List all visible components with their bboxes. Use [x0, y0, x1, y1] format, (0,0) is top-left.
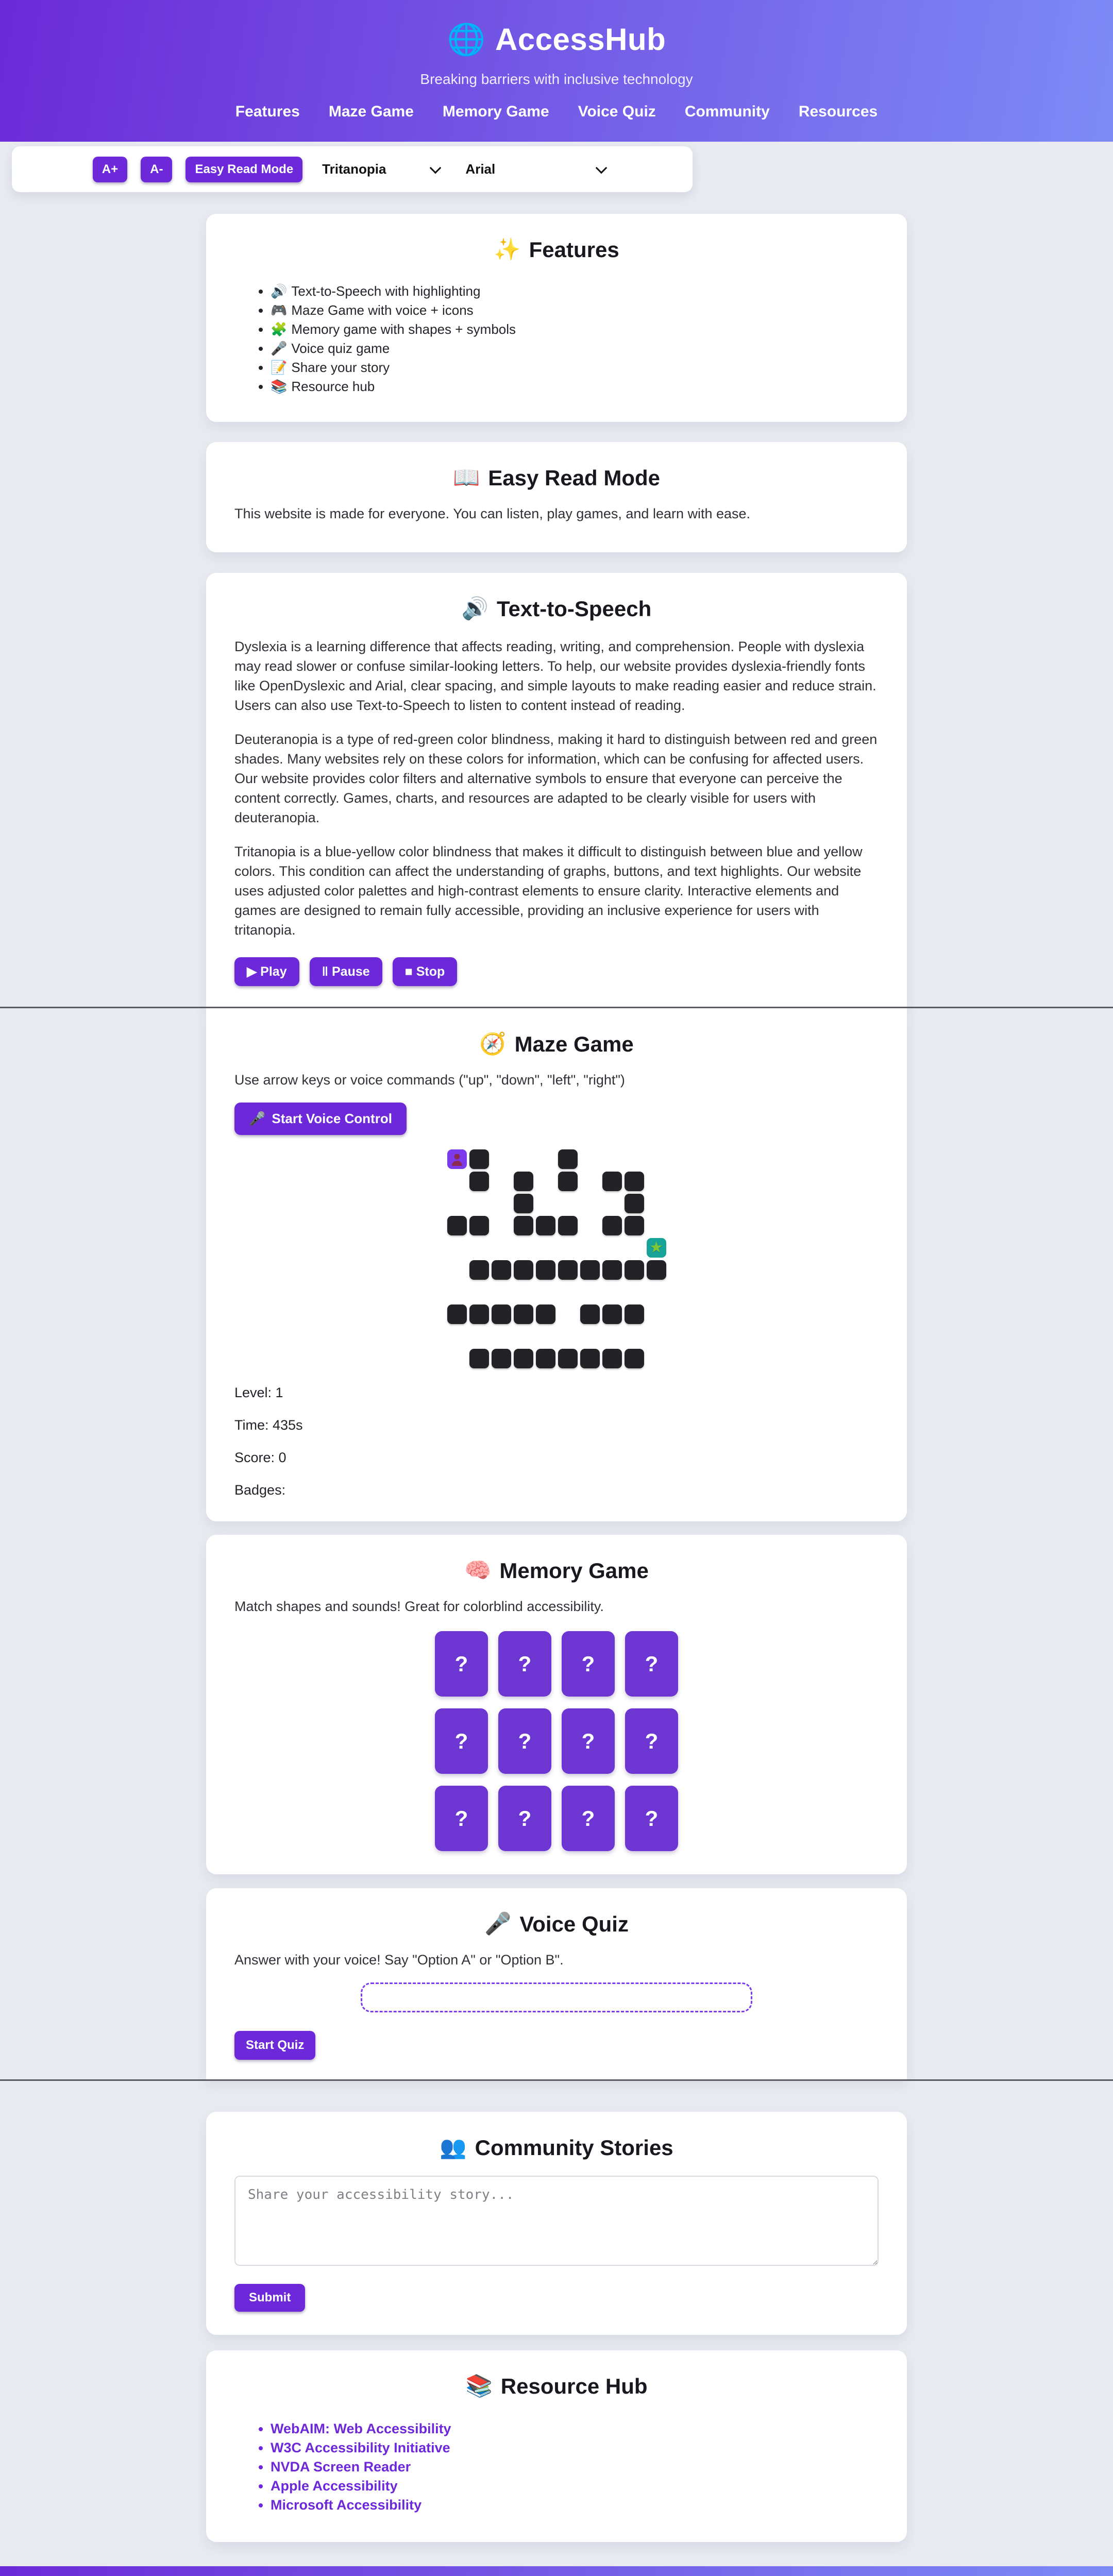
start-voice-control-button[interactable]	[234, 1103, 407, 1135]
main-content	[206, 214, 907, 2542]
maze-empty-cell	[647, 1172, 666, 1191]
submit-story-button[interactable]: Submit	[234, 2284, 305, 2312]
easy-read-mode-button[interactable]: Easy Read Mode	[185, 157, 302, 182]
maze-empty-cell	[647, 1194, 666, 1213]
maze-wall-cell	[602, 1304, 622, 1324]
maze-empty-cell	[558, 1238, 578, 1258]
community-heading-text: Community Stories	[475, 2135, 673, 2160]
maze-goal-cell	[647, 1238, 666, 1258]
maze-wall-cell	[625, 1194, 644, 1213]
maze-empty-cell	[447, 1349, 467, 1368]
maze-empty-cell	[514, 1327, 533, 1346]
quiz-heading-text: Voice Quiz	[519, 1911, 629, 1936]
maze-empty-cell	[447, 1282, 467, 1302]
microphone-icon: 🎤	[484, 1911, 512, 1936]
easy-read-heading	[234, 465, 879, 490]
resource-link[interactable]: NVDA Screen Reader	[271, 2459, 411, 2475]
maze-empty-cell	[492, 1238, 511, 1258]
maze-wall-cell	[469, 1149, 489, 1169]
maze-wall-cell	[580, 1304, 600, 1324]
site-title-text: AccessHub	[495, 22, 666, 57]
maze-wall-cell	[625, 1172, 644, 1191]
memory-card[interactable]: ?	[435, 1786, 488, 1851]
maze-empty-cell	[580, 1194, 600, 1213]
maze-score: Score: 0	[234, 1450, 286, 1465]
maze-empty-cell	[625, 1282, 644, 1302]
maze-empty-cell	[602, 1194, 622, 1213]
maze-player-cell	[447, 1149, 467, 1169]
maze-empty-cell	[447, 1260, 467, 1280]
feature-text: Text-to-Speech with highlighting	[291, 283, 481, 299]
maze-empty-cell	[580, 1327, 600, 1346]
maze-wall-cell	[602, 1260, 622, 1280]
maze-wall-cell	[514, 1194, 533, 1213]
quiz-heading	[234, 1911, 879, 1937]
maze-wall-cell	[492, 1304, 511, 1324]
feature-text: Voice quiz game	[291, 341, 390, 356]
tts-paragraph-dyslexia: Dyslexia is a learning difference that affects reading, writing, and comprehension. People with dyslexia may read slower or confuse similar-looking letters. To help, our website provides dyslexia-friendly fonts like OpenDyslexic and Arial, clear spacing, and simple layouts to make reading easier and reduce strain. Users can also use Text-to-Speech to listen to content instead of reading.	[234, 639, 876, 713]
maze-wall-cell	[625, 1260, 644, 1280]
memory-card[interactable]: ?	[498, 1631, 551, 1697]
maze-empty-cell	[492, 1149, 511, 1169]
maze-grid	[447, 1149, 666, 1368]
nav-link[interactable]: Memory Game	[442, 103, 549, 120]
memory-card[interactable]: ?	[625, 1786, 678, 1851]
maze-badges: Badges:	[234, 1482, 286, 1498]
maze-empty-cell	[447, 1194, 467, 1213]
maze-wall-cell	[602, 1172, 622, 1191]
maze-empty-cell	[625, 1327, 644, 1346]
font-family-select[interactable]	[459, 161, 612, 177]
feature-list-item	[271, 301, 879, 320]
start-quiz-button[interactable]: Start Quiz	[234, 2031, 315, 2060]
chevron-down-icon	[430, 162, 442, 174]
features-heading	[234, 237, 879, 262]
people-icon: 👥	[440, 2135, 467, 2159]
maze-wall-cell	[536, 1216, 555, 1235]
maze-wall-cell	[514, 1172, 533, 1191]
maze-empty-cell	[469, 1194, 489, 1213]
memory-description: Match shapes and sounds! Great for colorblind accessibility.	[234, 1599, 604, 1614]
page-title	[447, 21, 666, 58]
feature-icon: 📝	[271, 360, 288, 375]
nav-link[interactable]: Features	[235, 103, 300, 120]
maze-empty-cell	[469, 1327, 489, 1346]
maze-empty-cell	[536, 1194, 555, 1213]
maze-empty-cell	[602, 1327, 622, 1346]
site-header	[0, 0, 1113, 142]
tts-controls	[234, 957, 879, 986]
chevron-down-icon	[596, 162, 608, 174]
stop-button[interactable]: ■ Stop	[393, 957, 458, 986]
maze-empty-cell	[492, 1172, 511, 1191]
memory-card[interactable]: ?	[562, 1631, 615, 1697]
tts-paragraph-deuteranopia: Deuteranopia is a type of red-green color blindness, making it hard to distinguish between red and green shades. Many websites rely on these colors for information, which can be confusing for affected users. Our website provides color filters and alternative symbols to ensure that everyone can perceive the content correctly. Games, charts, and resources are adapted to be clearly visible for users with deuteranopia.	[234, 732, 878, 825]
maze-empty-cell	[469, 1282, 489, 1302]
nav-link[interactable]: Maze Game	[328, 103, 414, 120]
maze-empty-cell	[625, 1238, 644, 1258]
resources-heading-text: Resource Hub	[500, 2374, 648, 2398]
player-icon	[451, 1153, 463, 1166]
books-icon: 📚	[465, 2374, 493, 2398]
maze-instructions: Use arrow keys or voice commands ("up", "down", "left", "right")	[234, 1072, 625, 1088]
maze-wall-cell	[492, 1349, 511, 1368]
maze-wall-cell	[536, 1304, 555, 1324]
maze-time: Time: 435s	[234, 1417, 303, 1433]
feature-text: Resource hub	[291, 379, 375, 394]
resource-list-item	[271, 2419, 879, 2438]
sparkles-icon: ✨	[494, 237, 521, 261]
maze-empty-cell	[536, 1149, 555, 1169]
feature-list-item	[271, 358, 879, 377]
maze-empty-cell	[514, 1149, 533, 1169]
community-heading	[234, 2135, 879, 2160]
maze-game-section	[206, 1008, 907, 1521]
maze-heading-text: Maze Game	[514, 1031, 634, 1056]
memory-card[interactable]: ?	[562, 1786, 615, 1851]
memory-card-grid	[234, 1631, 879, 1851]
feature-text: Share your story	[291, 360, 390, 375]
voice-quiz-section	[206, 1888, 907, 2079]
feature-text: Maze Game with voice + icons	[291, 302, 474, 318]
maze-empty-cell	[647, 1216, 666, 1235]
maze-empty-cell	[647, 1149, 666, 1169]
maze-wall-cell	[469, 1304, 489, 1324]
maze-empty-cell	[514, 1282, 533, 1302]
maze-wall-cell	[558, 1149, 578, 1169]
resource-link[interactable]: Microsoft Accessibility	[271, 2497, 422, 2513]
text-to-speech-section	[206, 573, 907, 1007]
maze-wall-cell	[580, 1349, 600, 1368]
speaker-icon: 🔊	[461, 596, 489, 620]
maze-empty-cell	[647, 1282, 666, 1302]
resource-link[interactable]: WebAIM: Web Accessibility	[271, 2421, 451, 2436]
maze-wall-cell	[558, 1260, 578, 1280]
maze-wall-cell	[558, 1172, 578, 1191]
start-voice-control-label: Start Voice Control	[272, 1111, 392, 1126]
community-stories-section	[206, 2112, 907, 2335]
maze-wall-cell	[536, 1260, 555, 1280]
tts-paragraph-tritanopia: Tritanopia is a blue-yellow color blindness that makes it difficult to distinguish between blue and yellow colors. This condition can affect the understanding of graphs, buttons, and text highlights. Our website uses adjusted color palettes and high-contrast elements to ensure clarity. Interactive elements and games are designed to remain fully accessible, providing an inclusive experience for users with tritanopia.	[234, 844, 863, 938]
feature-icon: 🎤	[271, 341, 288, 356]
maze-empty-cell	[580, 1172, 600, 1191]
memory-card[interactable]: ?	[625, 1708, 678, 1774]
colorblind-mode-value: Tritanopia	[322, 161, 386, 177]
maze-stats	[234, 1385, 879, 1498]
maze-wall-cell	[514, 1304, 533, 1324]
font-decrease-button[interactable]: A-	[141, 157, 172, 182]
features-heading-text: Features	[529, 237, 619, 262]
resource-list-item	[271, 2438, 879, 2458]
maze-empty-cell	[580, 1282, 600, 1302]
feature-list-item	[271, 320, 879, 339]
memory-heading-text: Memory Game	[499, 1558, 649, 1583]
features-list	[271, 282, 879, 396]
memory-card[interactable]: ?	[498, 1708, 551, 1774]
maze-empty-cell	[492, 1194, 511, 1213]
maze-empty-cell	[558, 1304, 578, 1324]
font-increase-button[interactable]: A+	[93, 157, 127, 182]
section-divider	[0, 2079, 1113, 2081]
feature-icon: 📚	[271, 379, 288, 394]
memory-heading	[234, 1558, 879, 1583]
story-textarea[interactable]	[234, 2176, 879, 2266]
maze-empty-cell	[558, 1194, 578, 1213]
star-icon: ★	[649, 1239, 663, 1256]
play-button[interactable]: ▶ Play	[234, 957, 299, 986]
pause-button[interactable]: ‖ Pause	[310, 957, 382, 986]
resources-list	[271, 2419, 879, 2515]
maze-wall-cell	[514, 1260, 533, 1280]
nav-link[interactable]: Community	[684, 103, 770, 120]
easy-read-section	[206, 442, 907, 552]
maze-empty-cell	[602, 1282, 622, 1302]
maze-empty-cell	[558, 1282, 578, 1302]
maze-empty-cell	[536, 1327, 555, 1346]
feature-list-item	[271, 377, 879, 396]
memory-game-section	[206, 1535, 907, 1874]
memory-card[interactable]: ?	[435, 1631, 488, 1697]
maze-empty-cell	[447, 1172, 467, 1191]
maze-wall-cell	[558, 1349, 578, 1368]
maze-wall-cell	[469, 1216, 489, 1235]
quiz-description: Answer with your voice! Say "Option A" or "Option B".	[234, 1952, 564, 1968]
memory-card[interactable]: ?	[498, 1786, 551, 1851]
maze-wall-cell	[625, 1349, 644, 1368]
maze-wall-cell	[625, 1304, 644, 1324]
maze-wall-cell	[469, 1172, 489, 1191]
maze-wall-cell	[514, 1349, 533, 1368]
maze-wall-cell	[536, 1349, 555, 1368]
maze-empty-cell	[602, 1238, 622, 1258]
maze-empty-cell	[580, 1238, 600, 1258]
maze-wall-cell	[602, 1349, 622, 1368]
maze-wall-cell	[514, 1216, 533, 1235]
maze-empty-cell	[580, 1216, 600, 1235]
maze-empty-cell	[625, 1149, 644, 1169]
resource-list-item	[271, 2477, 879, 2496]
maze-empty-cell	[492, 1327, 511, 1346]
maze-wall-cell	[558, 1216, 578, 1235]
maze-heading	[234, 1031, 879, 1057]
main-nav	[235, 103, 878, 121]
maze-wall-cell	[469, 1260, 489, 1280]
resource-list-item	[271, 2458, 879, 2477]
microphone-icon: 🎤	[249, 1111, 266, 1126]
compass-icon: 🧭	[479, 1031, 507, 1056]
site-footer	[0, 2566, 1113, 2576]
maze-empty-cell	[647, 1327, 666, 1346]
resource-link[interactable]: W3C Accessibility Initiative	[271, 2440, 450, 2455]
easy-read-heading-text: Easy Read Mode	[488, 465, 661, 490]
maze-empty-cell	[514, 1238, 533, 1258]
maze-wall-cell	[625, 1216, 644, 1235]
resource-hub-section	[206, 2350, 907, 2542]
maze-wall-cell	[647, 1260, 666, 1280]
maze-empty-cell	[447, 1238, 467, 1258]
maze-wall-cell	[602, 1216, 622, 1235]
maze-empty-cell	[558, 1327, 578, 1346]
maze-level: Level: 1	[234, 1385, 283, 1400]
feature-icon: 🧩	[271, 321, 288, 337]
maze-empty-cell	[536, 1282, 555, 1302]
maze-empty-cell	[536, 1172, 555, 1191]
maze-empty-cell	[647, 1349, 666, 1368]
quiz-answer-area	[361, 1982, 752, 2012]
colorblind-mode-select[interactable]	[316, 161, 446, 177]
site-tagline: Breaking barriers with inclusive technology	[420, 71, 693, 87]
font-family-value: Arial	[465, 161, 496, 177]
maze-empty-cell	[647, 1304, 666, 1324]
brain-icon: 🧠	[464, 1558, 492, 1582]
resource-list-item	[271, 2496, 879, 2515]
open-book-icon: 📖	[452, 465, 480, 489]
maze-wall-cell	[469, 1349, 489, 1368]
maze-wall-cell	[580, 1260, 600, 1280]
tts-heading-text: Text-to-Speech	[497, 596, 652, 621]
resources-heading	[234, 2374, 879, 2399]
memory-card[interactable]: ?	[435, 1708, 488, 1774]
feature-text: Memory game with shapes + symbols	[291, 321, 516, 337]
maze-wall-cell	[447, 1216, 467, 1235]
maze-empty-cell	[469, 1238, 489, 1258]
maze-empty-cell	[536, 1238, 555, 1258]
feature-list-item	[271, 339, 879, 358]
nav-link[interactable]: Voice Quiz	[578, 103, 656, 120]
maze-wall-cell	[447, 1304, 467, 1324]
easy-read-body: This website is made for everyone. You can listen, play games, and learn with ease.	[234, 506, 751, 521]
memory-card[interactable]: ?	[562, 1708, 615, 1774]
feature-icon: 🔊	[271, 283, 288, 299]
maze-wall-cell	[492, 1260, 511, 1280]
accessibility-toolbar	[12, 146, 693, 192]
feature-list-item	[271, 282, 879, 301]
maze-empty-cell	[492, 1216, 511, 1235]
maze-empty-cell	[447, 1327, 467, 1346]
feature-icon: 🎮	[271, 302, 288, 318]
nav-link[interactable]: Resources	[798, 103, 878, 120]
maze-empty-cell	[602, 1149, 622, 1169]
resource-link[interactable]: Apple Accessibility	[271, 2478, 398, 2494]
globe-icon: 🌐	[447, 22, 486, 57]
maze-empty-cell	[492, 1282, 511, 1302]
features-section	[206, 214, 907, 422]
memory-card[interactable]: ?	[625, 1631, 678, 1697]
tts-heading	[234, 596, 879, 621]
maze-empty-cell	[580, 1149, 600, 1169]
